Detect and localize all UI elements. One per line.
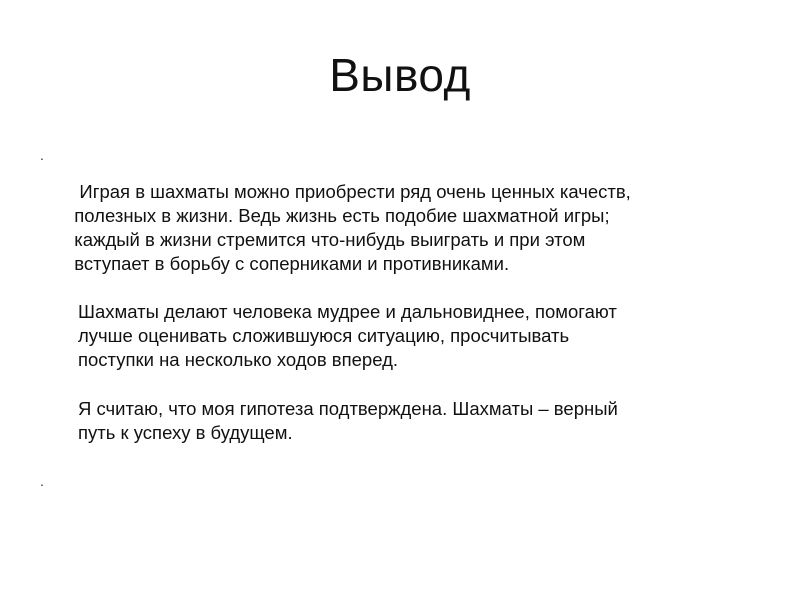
bullet-marker-bottom: . [40,473,44,489]
conclusion-paragraph-1: Играя в шахматы можно приобрести ряд очень ценных качеств, полезных в жизни. Ведь жизнь есть подобие шахматной игры; каждый в жизни стремится что-нибудь выиграть и при этом вступает в борьбу с соперниками и противниками. [74,181,631,274]
bullet-marker-top: . [40,147,44,163]
conclusion-paragraph-2: Шахматы делают человека мудрее и дальновиднее, помогают лучше оценивать сложившуюся ситуацию, просчитывать поступки на несколько ходов вперед. [78,301,617,370]
slide-title: Вывод [329,49,471,101]
conclusion-paragraph-3: Я считаю, что моя гипотеза подтверждена. Шахматы – верный путь к успеху в будущем. [78,398,618,443]
